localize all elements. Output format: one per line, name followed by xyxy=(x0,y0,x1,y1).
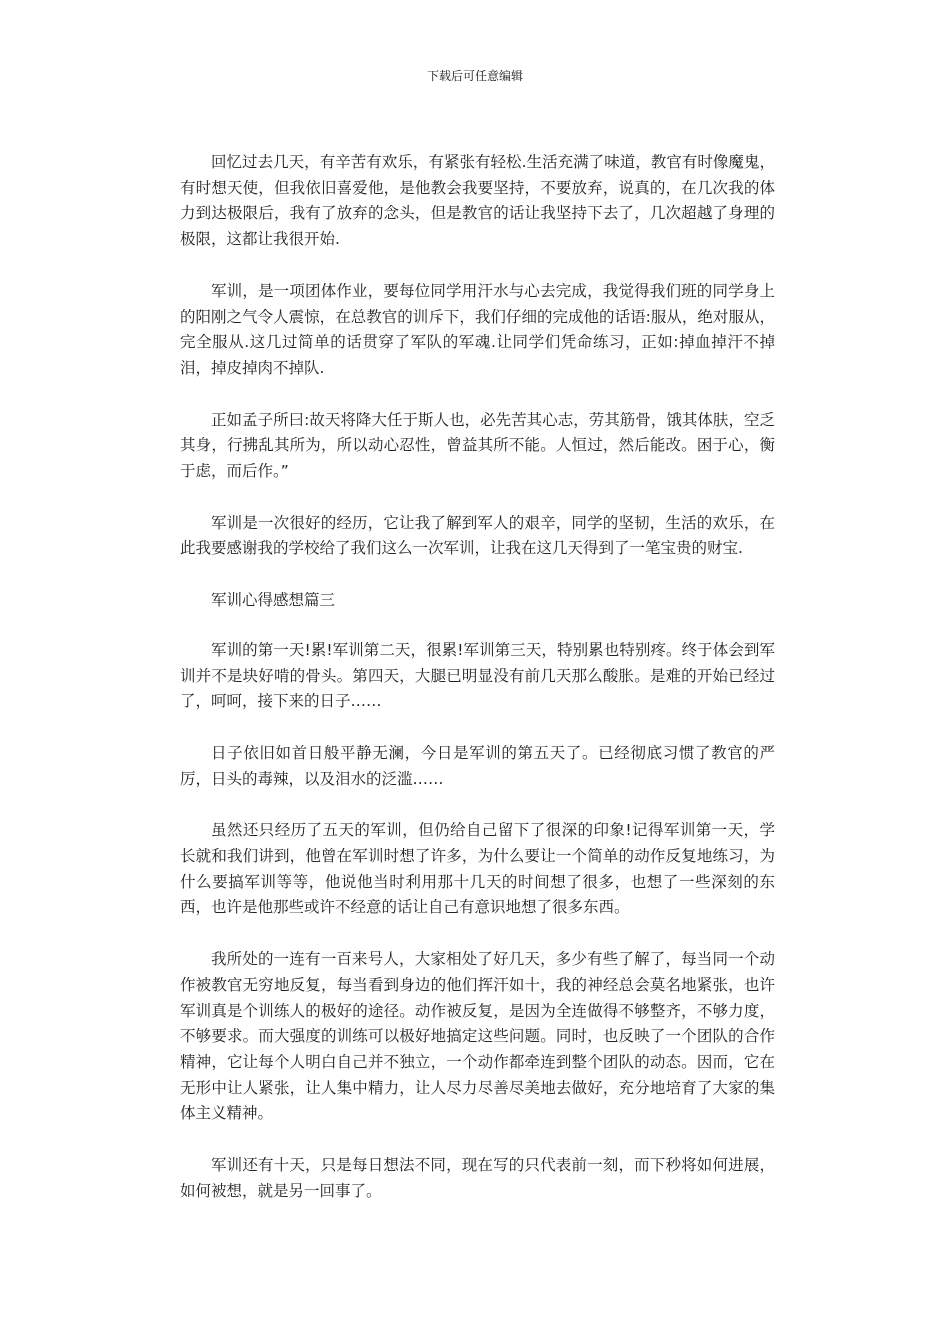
header-note: 下载后可任意编辑 xyxy=(426,69,523,83)
paragraph: 日子依旧如首日般平静无澜，今日是军训的第五天了。已经彻底习惯了教官的严厉，日头的毒辣，以及泪水的泛滥…… xyxy=(180,743,775,788)
paragraph: 回忆过去几天，有辛苦有欢乐，有紧张有轻松.生活充满了味道，教官有时像魔鬼，有时想天使，但我依旧喜爱他，是他教会我要坚持，不要放弃，说真的，在几次我的体力到达极限后，我有了放弃的念头，但是教官的话让我坚持下去了，几次超越了身理的极限，这都让我很开始. xyxy=(180,153,775,249)
paragraph: 正如孟子所曰:故天将降大任于斯人也，必先苦其心志，劳其筋骨，饿其体肤，空乏其身，行拂乱其所为，所以动心忍性，曾益其所不能。人恒过，然后能改。困于心，衡于虑，而后作。” xyxy=(180,410,775,481)
paragraph: 虽然还只经历了五天的军训，但仍给自己留下了很深的印象!记得军训第一天，学长就和我们讲到，他曾在军训时想了许多，为什么要让一个简单的动作反复地练习，为什么要搞军训等等，他说他当时利用那十几天的时间想了很多，也想了一些深刻的东西，也许是他那些或许不经意的话让自己有意识地想了很多东西。 xyxy=(180,821,775,917)
paragraph: 我所处的一连有一百来号人，大家相处了好几天，多少有些了解了，每当同一个动作被教官无穷地反复，每当看到身边的他们挥汗如十，我的神经总会莫名地紧张，也许军训真是个训练人的极好的途径。动作被反复，是因为全连做得不够整齐，不够力度，不够要求。而大强度的训练可以极好地搞定这些问题。同时，也反映了一个团队的合作精神，它让每个人明白自己并不独立，一个动作都牵连到整个团队的动态。因而，它在无形中让人紧张，让人集中精力，让人尽力尽善尽美地去做好，充分地培育了大家的集体主义精神。 xyxy=(180,950,775,1123)
section-heading: 军训心得感想篇三 xyxy=(211,591,336,610)
paragraph: 军训，是一项团体作业，要每位同学用汗水与心去完成，我觉得我们班的同学身上的阳刚之气令人震惊，在总教官的训斥下，我们仔细的完成他的话语:服从，绝对服从，完全服从.这几过简单的话贯穿了军队的军魂.让同学们凭命练习，正如:掉血掉汗不掉泪，掉皮掉肉不掉队. xyxy=(180,281,775,377)
paragraph: 军训的第一天!累!军训第二天，很累!军训第三天，特别累也特别疼。终于体会到军训并不是块好啃的骨头。第四天，大腿已明显没有前几天那么酸胀。是难的开始已经过了，呵呵，接下来的日子…… xyxy=(180,640,775,711)
paragraph: 军训还有十天，只是每日想法不同，现在写的只代表前一刻，而下秒将如何进展，如何被想，就是另一回事了。 xyxy=(180,1156,775,1200)
document-body xyxy=(180,150,775,1231)
paragraph: 军训是一次很好的经历，它让我了解到军人的艰辛，同学的坚韧，生活的欢乐，在此我要感谢我的学校给了我们这么一次军训，让我在这几天得到了一笔宝贵的财宝. xyxy=(180,513,775,558)
